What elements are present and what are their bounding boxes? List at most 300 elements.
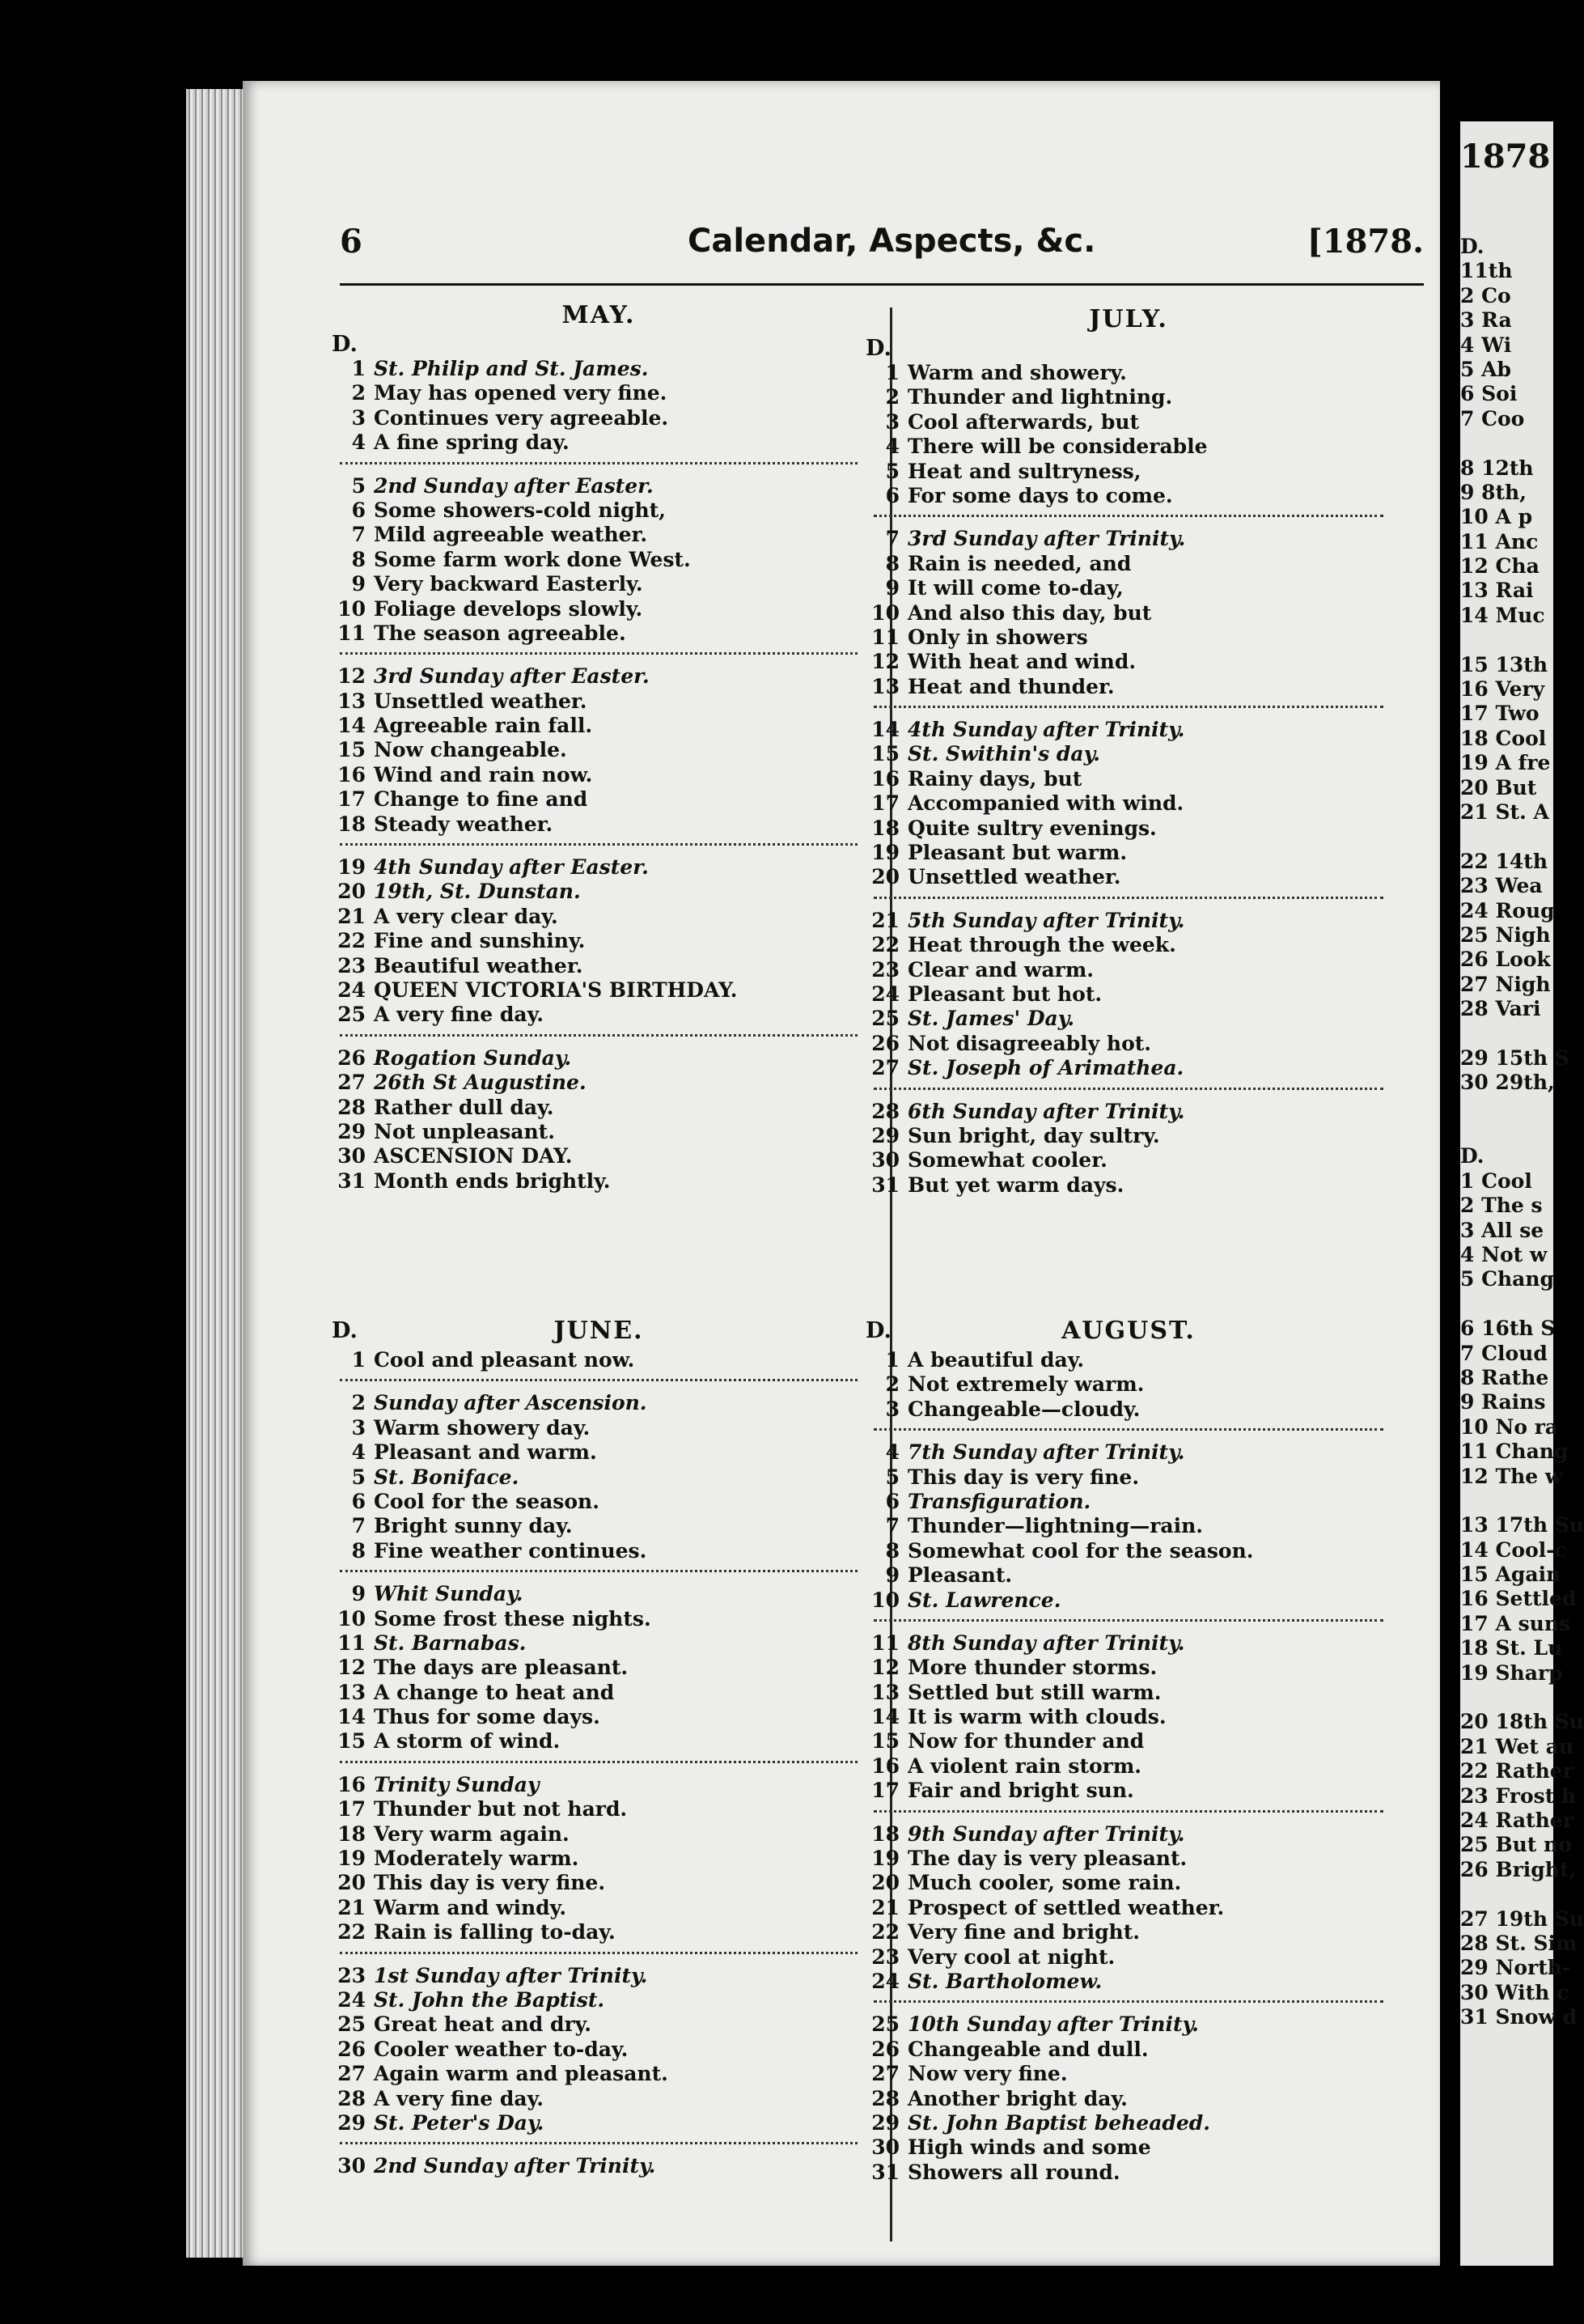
day-note: A fine spring day. [374,430,570,455]
book-page [243,81,1440,2266]
day-entry [332,621,866,646]
day-number: 5 [351,473,366,498]
day-entry [332,1144,866,1168]
day-note: Wind and rain now. [374,762,593,787]
day-note: Rainy days, but [908,766,1082,791]
header-rule [340,283,1424,286]
next-page-line: 29 15th S [1460,1045,1569,1070]
day-note: Now changeable. [374,738,567,762]
day-number: 2 [351,1391,366,1415]
next-page-line [1460,1882,1553,1906]
day-entry [866,1945,1391,1970]
day-entry [332,880,866,904]
day-number: 2 [885,385,900,409]
day-note: The season agreeable. [374,621,626,645]
day-note: Steady weather. [374,812,553,836]
next-page-line [1460,1022,1553,1046]
day-entry [332,787,866,812]
day-number: 20 [337,880,366,904]
day-note: St. Boniface. [374,1465,519,1489]
day-entry [332,1440,866,1465]
day-note: A very fine day. [374,2086,544,2110]
next-page-line: 12 The w [1460,1464,1563,1488]
day-note: Somewhat cooler. [908,1148,1108,1173]
day-note: This day is very fine. [374,1871,606,1895]
day-note: The days are pleasant. [374,1656,629,1680]
day-number: 17 [871,791,900,816]
day-note: Somewhat cool for the season. [908,1538,1254,1563]
day-entry [332,406,866,430]
day-number: 14 [871,718,900,742]
next-page-line: 22 Rather [1460,1759,1573,1783]
week-separator [340,462,858,474]
day-entry [332,1003,866,1027]
day-number: 21 [337,1895,366,1919]
day-note: 6th Sunday after Trinity. [908,1099,1185,1123]
day-note: Moderately warm. [374,1847,579,1871]
day-note: 5th Sunday after Trinity. [908,908,1185,932]
next-page-line [1460,431,1553,456]
day-entry [866,1539,1391,1563]
day-number: 1 [351,357,366,380]
month-july [866,307,1391,1198]
day-note: May has opened very fine. [374,381,667,405]
day-number: 19 [871,841,900,865]
day-number: 17 [871,1779,900,1803]
day-entry [332,1964,866,1988]
week-separator [874,897,1383,909]
day-note: Trinity Sunday [374,1772,540,1796]
day-number: 17 [337,787,366,812]
day-entry [866,1100,1391,1124]
day-entry [332,1631,866,1656]
day-number: 16 [337,762,366,787]
day-note: 26th St Augustine. [374,1071,587,1095]
day-entry [866,552,1391,576]
day-number: 6 [885,483,900,507]
day-entry [866,435,1391,459]
day-entry [332,689,866,714]
day-entry [866,2087,1391,2111]
day-entry [332,1169,866,1194]
day-note: Not unpleasant. [374,1119,555,1143]
day-note: Change to fine and [374,787,588,812]
day-note: Warm and showery. [908,361,1127,384]
day-note: Thus for some days. [374,1705,600,1729]
day-entry [866,527,1391,551]
day-entry [866,1920,1391,1944]
day-entry [332,523,866,547]
day-entry [332,2012,866,2037]
day-note: This day is very fine. [908,1465,1140,1489]
day-note: Very fine and bright. [908,1920,1140,1944]
day-number: 5 [885,1465,900,1489]
day-entry [866,1656,1391,1680]
next-page-line: 16 Very [1460,677,1545,702]
day-entry [332,1582,866,1606]
day-number: 10 [871,1588,900,1612]
day-note: Much cooler, some rain. [908,1871,1182,1895]
day-entry [332,1920,866,1944]
day-number: 19 [337,1847,366,1871]
day-entry [332,357,866,381]
month-june [332,1319,866,2179]
day-number: 4 [885,435,900,459]
day-entry [866,1681,1391,1705]
day-entry [332,597,866,621]
day-note: Very backward Easterly. [374,572,643,596]
day-note: Unsettled weather. [908,865,1121,889]
week-separator [874,706,1383,718]
day-note: Foliage develops slowly. [374,596,643,621]
day-number: 25 [337,2012,366,2037]
day-entry [866,1705,1391,1729]
day-number: 24 [337,978,366,1002]
day-number: 25 [337,1003,366,1027]
day-number: 13 [337,689,366,713]
day-number: 16 [871,1754,900,1778]
next-page-line: 18 St. Lu [1460,1636,1563,1660]
day-number: 28 [871,1099,900,1123]
next-page-line: 30 With c [1460,1980,1569,2004]
day-number: 23 [337,1963,366,1987]
day-note: Quite sultry evenings. [908,816,1157,840]
day-number: 28 [337,2086,366,2110]
day-entry [866,675,1391,699]
week-separator [340,1761,858,1773]
day-entry [332,664,866,689]
next-page-line: 2 The s [1460,1194,1543,1218]
day-entry [866,576,1391,600]
day-entry [866,1896,1391,1920]
day-number: 26 [871,2037,900,2061]
day-entry [332,1797,866,1821]
day-entry [332,1465,866,1490]
next-page-line: 5 Chang [1460,1267,1555,1291]
day-number: 31 [871,2160,900,2184]
day-entry [332,2087,866,2111]
book-edge [186,89,243,2258]
day-entry [332,2038,866,2062]
next-page-line: 20 But [1460,775,1537,799]
day-number: 2 [351,381,366,405]
day-number: 18 [337,812,366,836]
day-number: 9 [885,576,900,600]
day-note: Some showers-cold night, [374,498,666,522]
day-number: 19 [337,855,366,880]
day-note: St. Lawrence. [908,1588,1061,1612]
next-page-line: 16 Settled [1460,1587,1577,1611]
day-number: 15 [871,742,900,766]
day-entry [332,1988,866,2012]
day-number: 12 [871,650,900,674]
day-number: 30 [871,2135,900,2160]
day-number: 12 [337,664,366,689]
day-number: 10 [337,1606,366,1631]
month-title: MAY. [561,301,636,329]
day-entry [332,1681,866,1705]
day-note: Fair and bright sun. [908,1779,1134,1803]
week-separator [340,1379,858,1391]
day-entry [866,601,1391,626]
next-page-line: 9 Rains [1460,1390,1546,1414]
day-number: 23 [871,1944,900,1969]
day-number: 20 [337,1871,366,1895]
day-entry [866,742,1391,766]
day-note: Again warm and pleasant. [374,2062,668,2086]
day-note: Warm showery day. [374,1415,591,1440]
next-page-line: 7 Cloud [1460,1341,1548,1365]
month-title: AUGUST. [1061,1317,1196,1345]
day-number: 24 [337,1987,366,2012]
next-page-line: 19 Sharp [1460,1660,1563,1685]
day-note: 4th Sunday after Easter. [374,855,649,880]
day-entry [866,767,1391,791]
day-note: Pleasant but warm. [908,841,1128,865]
next-page-line: 28 St. Sim [1460,1931,1578,1955]
day-note: Unsettled weather. [374,689,587,713]
day-note: St. Swithin's day. [908,742,1100,766]
day-number: 26 [871,1031,900,1055]
day-number: 18 [871,1821,900,1846]
day-entry [866,1631,1391,1656]
next-page-line: 10 No ra [1460,1414,1559,1439]
week-separator [340,843,858,855]
next-page-line: 3 Ra [1460,308,1512,333]
day-note: Thunder and lightning. [908,385,1173,409]
day-note: A violent rain storm. [908,1754,1142,1778]
day-note: 2nd Sunday after Trinity. [374,2154,656,2178]
day-number: 27 [337,1071,366,1095]
next-page-line: 23 Wea [1460,874,1543,898]
next-page-line: 18 Cool [1460,726,1547,750]
day-entry [332,1046,866,1071]
day-entry [332,1822,866,1847]
day-note: Changeable and dull. [908,2037,1149,2061]
day-number: 29 [871,2110,900,2135]
day-number: 10 [871,600,900,625]
day-note: Not disagreeably hot. [908,1031,1152,1055]
day-note: Pleasant but hot. [908,982,1103,1006]
next-page-line: 11th [1460,259,1513,283]
day-entry [332,1416,866,1440]
day-number: 11 [337,621,366,645]
day-number: 21 [337,904,366,928]
page-header [340,223,1424,287]
day-note: Mild agreeable weather. [374,523,648,547]
day-entry [332,1071,866,1095]
day-number: 6 [351,1489,366,1513]
day-number: 29 [337,2110,366,2135]
day-note: Not extremely warm. [908,1372,1145,1397]
next-page-line: 11 Anc [1460,529,1539,553]
day-note: Rain is needed, and [908,551,1132,575]
day-note: Some farm work done West. [374,547,691,571]
day-entry [866,1490,1391,1514]
day-note: A change to heat and [374,1680,615,1704]
day-entry [332,1656,866,1680]
day-number: 12 [871,1656,900,1680]
day-entry [866,484,1391,508]
day-number: 3 [885,1397,900,1421]
day-number: 8 [885,551,900,575]
day-entry [332,714,866,738]
day-entry [332,905,866,929]
day-number: 12 [337,1656,366,1680]
day-entry [866,1032,1391,1056]
day-number: 30 [337,1144,366,1168]
day-entry [866,1754,1391,1779]
day-note: Settled but still warm. [908,1680,1162,1704]
next-page-line: 5 Ab [1460,357,1511,381]
week-separator [340,1570,858,1582]
next-page-line: 8 Rathe [1460,1365,1549,1389]
next-page-line: 10 A p [1460,505,1533,529]
day-number: 29 [337,1119,366,1143]
day-number: 23 [337,953,366,978]
day-note: St. Philip and St. James. [374,357,649,380]
next-page-line: 25 But no [1460,1833,1572,1857]
day-number: 7 [885,1514,900,1538]
next-page-line: 13 Rai [1460,579,1534,603]
day-number: 14 [871,1705,900,1729]
day-note: Very warm again. [374,1821,570,1846]
day-entry [866,1348,1391,1372]
day-entry [866,2111,1391,2135]
next-page-line: 4 Not w [1460,1243,1548,1267]
next-page-line: 26 Bright, [1460,1857,1577,1881]
day-note: Clear and warm. [908,957,1094,982]
day-note: A storm of wind. [374,1729,561,1754]
day-number: 24 [871,1969,900,1993]
day-note: Pleasant and warm. [374,1440,597,1465]
day-label: D. [332,1318,358,1343]
day-note: Accompanied with wind. [908,791,1184,816]
day-entry [332,812,866,837]
day-note: Only in showers [908,625,1088,649]
day-entry [332,1391,866,1415]
day-number: 6 [885,1489,900,1513]
next-page-line: 17 A suns [1460,1611,1571,1635]
day-number: 22 [871,1920,900,1944]
day-entry [866,1729,1391,1754]
next-page-line: 23 Frost h [1460,1783,1577,1808]
day-entry [332,1539,866,1563]
day-entry [866,816,1391,841]
day-entry [866,460,1391,484]
next-page-line: 30 29th, [1460,1071,1555,1095]
day-label: D. [332,332,358,357]
day-number: 8 [351,547,366,571]
day-note: Now very fine. [908,2062,1068,2086]
day-note: It will come to-day, [908,576,1124,600]
day-note: Sun bright, day sultry. [908,1123,1160,1147]
next-page-line: 21 St. A [1460,799,1549,824]
next-page-fragment [1460,121,1584,2266]
day-number: 6 [351,498,366,522]
day-note: Heat and sultryness, [908,459,1141,483]
next-page-line: 29 North- [1460,1956,1571,1980]
next-page-line: 20 18th Su [1460,1710,1584,1734]
day-note: 2nd Sunday after Easter. [374,473,654,498]
day-entry [866,1372,1391,1397]
next-page-line: 4 Wi [1460,333,1512,357]
day-number: 22 [337,929,366,953]
day-entry [332,1773,866,1797]
week-separator [874,515,1383,527]
day-number: 27 [871,1056,900,1080]
day-number: 27 [871,2062,900,2086]
day-note: For some days to come. [908,483,1173,507]
day-note: 8th Sunday after Trinity. [908,1631,1185,1655]
day-note: A very fine day. [374,1003,544,1027]
day-number: 1 [885,361,900,384]
day-note: A beautiful day. [908,1348,1085,1372]
day-number: 3 [351,1415,366,1440]
next-page-line: D. [1460,1144,1484,1168]
day-entry [866,1822,1391,1847]
day-entry [332,572,866,596]
day-number: 11 [337,1631,366,1655]
day-note: Agreeable rain fall. [374,714,593,738]
day-note: With heat and wind. [908,650,1137,674]
day-note: Heat through the week. [908,933,1176,957]
day-entry [866,1514,1391,1538]
day-entry [866,2135,1391,2160]
month-august [866,1319,1391,2185]
day-number: 7 [351,523,366,547]
next-page-line [1460,825,1553,849]
next-page-line: 27 19th Su [1460,1906,1584,1931]
day-entry [332,1514,866,1538]
day-note: Changeable—cloudy. [908,1397,1141,1421]
day-entry [866,1779,1391,1803]
day-number: 21 [871,908,900,932]
day-note: Rain is falling to-day. [374,1920,616,1944]
day-note: Fine and sunshiny. [374,929,586,953]
day-number: 31 [337,1168,366,1193]
day-number: 3 [885,409,900,434]
day-entry [332,2111,866,2135]
week-separator [874,1810,1383,1822]
next-page-line: 11 Chang [1460,1440,1569,1464]
next-page-line: 6 Soi [1460,382,1518,406]
day-note: Cool and pleasant now. [374,1348,635,1372]
day-number: 14 [337,714,366,738]
page-number: 6 [340,223,362,261]
day-note: ASCENSION DAY. [374,1144,573,1168]
day-entry [866,1397,1391,1422]
month-may [332,303,866,1194]
day-entry [866,1148,1391,1173]
next-page-line: 12 Cha [1460,554,1540,579]
day-number: 14 [337,1705,366,1729]
day-number: 8 [351,1538,366,1563]
next-page-line [1460,628,1553,652]
day-note: Cool for the season. [374,1489,599,1513]
day-number: 4 [351,430,366,455]
day-entry [332,978,866,1003]
day-number: 3 [351,405,366,430]
day-entry [866,791,1391,816]
day-note: Prospect of settled weather. [908,1895,1225,1919]
day-entry [332,1729,866,1754]
day-entry [866,1465,1391,1490]
day-note: 3rd Sunday after Easter. [374,664,650,689]
next-page-line: 22 14th [1460,849,1548,873]
next-page-line: 17 Two [1460,702,1540,726]
day-entry [866,909,1391,933]
